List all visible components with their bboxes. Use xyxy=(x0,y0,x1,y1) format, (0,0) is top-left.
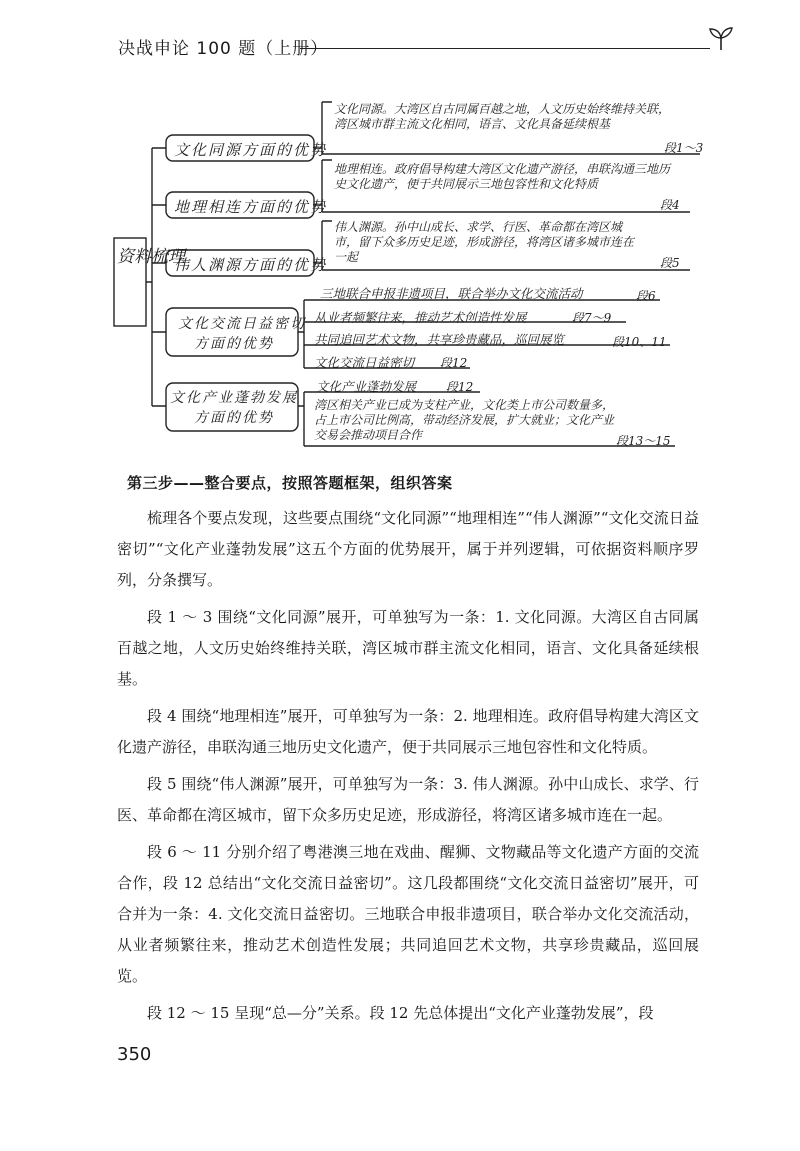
sub-5-2: 湾区相关产业已成为支柱产业，文化类上市公司数量多，占上市公司比例高，带动经济发展，扩大就业；文化产业交易会推动项目合作 xyxy=(314,398,615,442)
topic-5-line1: 文化产业蓬勃发展 xyxy=(170,390,298,406)
ref-3: 段5 xyxy=(660,256,680,270)
ref-1: 段1～3 xyxy=(664,141,704,155)
ref-4-3: 段10、11 xyxy=(612,335,667,349)
paragraph: 段 5 围绕“伟人渊源”展开，可单独写为一条：3. 伟人渊源。孙中山成长、求学、行医、革命都在湾区城市，留下众多历史足迹，形成游径，将湾区诸多城市连在一起。 xyxy=(117,775,699,824)
topic-1: 文化同源方面的优势 xyxy=(174,141,328,159)
ref-2: 段4 xyxy=(660,198,680,212)
ref-4-2: 段7～9 xyxy=(572,311,612,325)
page-number: 350 xyxy=(117,1044,152,1065)
paragraph: 段 12 ～ 15 呈现“总—分”关系。段 12 先总体提出“文化产业蓬勃发展”，段 xyxy=(147,1004,654,1022)
sub-4-1: 三地联合申报非遗项目，联合举办文化交流活动 xyxy=(320,286,583,301)
topic-3: 伟人渊源方面的优势 xyxy=(174,256,328,274)
topic-2: 地理相连方面的优势 xyxy=(174,198,328,216)
sub-4-4: 文化交流日益密切 xyxy=(314,355,415,370)
root-node: 资料梳理 xyxy=(117,247,185,267)
paragraph: 段 6 ～ 11 分别介绍了粤港澳三地在戏曲、醒狮、文物藏品等文化遗产方面的交流合作，段 12 总结出“文化交流日益密切”。这几段都围绕“文化交流日益密切”展开，可合并为一条：4. 文化交流日益密切。三地联合申报非遗项目，联合举办文化交流活动，从业者频繁往来，推动艺术创造性发展；共同追回艺术文物，共享珍贵藏品，巡回展览。 xyxy=(117,843,699,985)
note-1: 文化同源。大湾区自古同属百越之地，人文历史始终维持关联，湾区城市群主流文化相同，语言、文化具备延续根基 xyxy=(334,102,671,131)
ref-4-4: 段12 xyxy=(440,356,468,370)
sub-5-1: 文化产业蓬勃发展 xyxy=(316,379,417,394)
book-title: 决战申论 100 题（上册） xyxy=(118,39,329,59)
main-content xyxy=(117,472,699,1035)
note-2: 地理相连。政府倡导构建大湾区文化遗产游径，串联沟通三地历史文化遗产，便于共同展示三地包容性和文化特质 xyxy=(334,162,671,191)
paragraph: 段 4 围绕“地理相连”展开，可单独写为一条：2. 地理相连。政府倡导构建大湾区文化遗产游径，串联沟通三地历史文化遗产，便于共同展示三地包容性和文化特质。 xyxy=(117,707,699,756)
sub-4-2: 从业者频繁往来，推动艺术创造性发展 xyxy=(314,310,527,325)
ref-5-1: 段12 xyxy=(446,380,474,394)
root-connectors xyxy=(146,148,166,406)
ref-5-2: 段13～15 xyxy=(616,434,671,448)
sub-4-3: 共同追回艺术文物，共享珍贵藏品，巡回展览 xyxy=(314,332,565,347)
mind-map-diagram xyxy=(0,0,800,470)
step-title: 第三步——整合要点，按照答题框架，组织答案 xyxy=(127,474,453,492)
paragraph: 梳理各个要点发现，这些要点围绕“文化同源”“地理相连”“伟人渊源”“文化交流日益密切”“文化产业蓬勃发展”这五个方面的优势展开，属于并列逻辑，可依据资料顺序罗列，分条撰写。 xyxy=(117,509,699,589)
ref-4-1: 段6 xyxy=(636,289,656,303)
paragraph: 段 1 ～ 3 围绕“文化同源”展开，可单独写为一条：1. 文化同源。大湾区自古同属百越之地，人文历史始终维持关联，湾区城市群主流文化相同，语言、文化具备延续根基。 xyxy=(117,608,699,688)
note-3: 伟人渊源。孙中山成长、求学、行医、革命都在湾区城市，留下众多历史足迹，形成游径，将湾区诸多城市连在一起 xyxy=(334,220,635,264)
topic-5-line2: 方面的优势 xyxy=(194,410,274,426)
topic-4-line1: 文化交流日益密切 xyxy=(178,316,306,332)
topic-4-line2: 方面的优势 xyxy=(194,336,274,352)
